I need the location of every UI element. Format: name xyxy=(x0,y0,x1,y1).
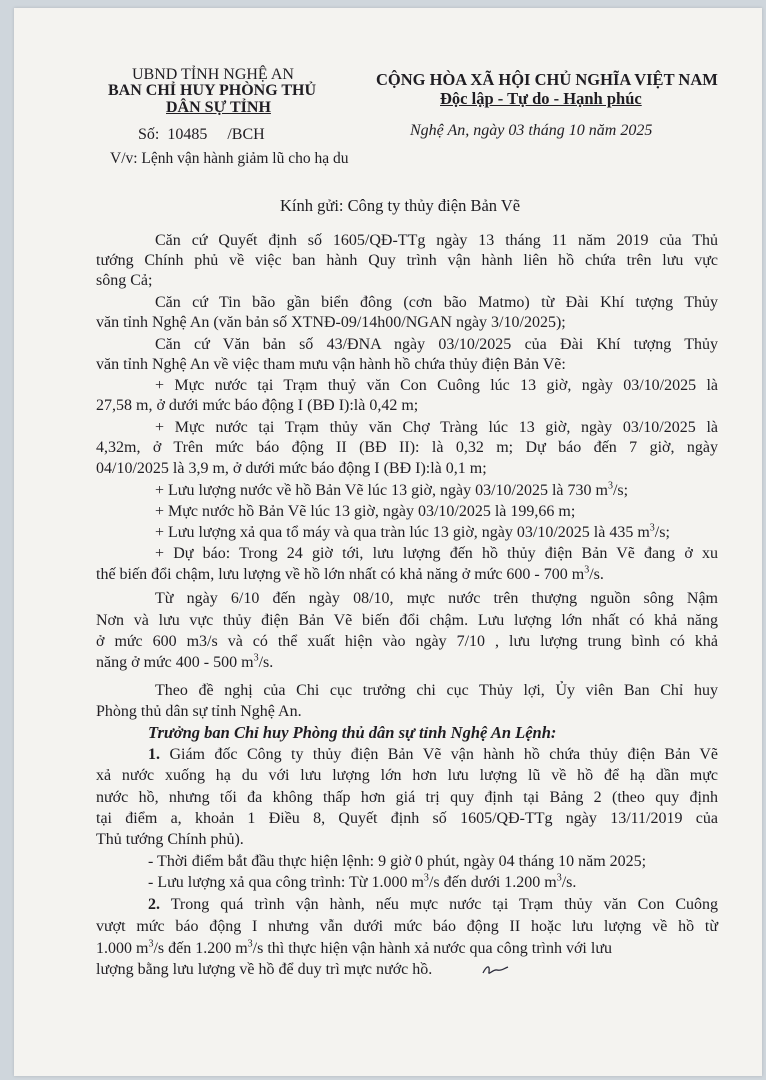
order-2-line-1 xyxy=(148,895,718,915)
org-parent: UBND TỈNH NGHỆ AN xyxy=(132,66,294,83)
para-3-line-1: Căn cứ Văn bản số 43/ĐNA ngày 03/10/2025 của Đài Khí tượng Thủy xyxy=(155,336,718,353)
para-4-unit: /s. xyxy=(258,654,274,671)
bullet-6-unit: /s. xyxy=(589,566,604,583)
superscript-3: 3 xyxy=(649,522,655,534)
superscript-3: 3 xyxy=(584,564,590,576)
order-2-line-4: lượng bằng lưu lượng về hồ để duy trì mực nước hồ. xyxy=(96,961,433,978)
order-1-detail-2 xyxy=(148,873,576,893)
org-name-line-2: DÂN SỰ TỈNH xyxy=(166,99,271,116)
superscript-3: 3 xyxy=(423,872,429,884)
bullet-3 xyxy=(155,481,628,501)
para-4-line-1: Từ ngày 6/10 đến ngày 08/10, mực nước trên thượng nguồn sông Nậm xyxy=(155,590,718,607)
bullet-2-line-3: 04/10/2025 là 3,9 m, ở dưới mức báo động I (BĐ I):là 0,1 m; xyxy=(96,460,487,477)
detail-2-part-a: - Lưu lượng xả qua công trình: Từ 1.000 m xyxy=(148,874,424,891)
bullet-5-text: + Lưu lượng xả qua tổ máy và qua tràn lúc 13 giờ, ngày 03/10/2025 là 435 m xyxy=(155,524,650,541)
superscript-3: 3 xyxy=(247,938,253,950)
para-1-line-3: sông Cả; xyxy=(96,272,153,289)
para-2-line-1: Căn cứ Tin bão gần biển đông (cơn bão Matmo) từ Đài Khí tượng Thủy xyxy=(155,294,718,311)
order-2-number: 2. xyxy=(148,896,160,913)
para-4-line-4 xyxy=(96,653,273,673)
superscript-3: 3 xyxy=(556,872,562,884)
country-name: CỘNG HÒA XÃ HỘI CHỦ NGHĨA VIỆT NAM xyxy=(376,70,718,89)
doc-number-label: Số: xyxy=(138,126,160,143)
superscript-3: 3 xyxy=(607,480,613,492)
superscript-3: 3 xyxy=(148,938,154,950)
para-4-text: năng ở mức 400 - 500 m xyxy=(96,654,254,671)
doc-subject: V/v: Lệnh vận hành giảm lũ cho hạ du xyxy=(110,150,349,167)
order-2-text: Trong quá trình vận hành, nếu mực nước tại Trạm thủy văn Con Cuông xyxy=(170,896,719,913)
para-3-line-2: văn tỉnh Nghệ An về việc tham mưu vận hành hồ chứa thủy điện Bản Vẽ: xyxy=(96,356,566,373)
para-1-line-1: Căn cứ Quyết định số 1605/QĐ-TTg ngày 13 tháng 11 năm 2019 của Thủ xyxy=(155,232,718,249)
para-5-line-2: Phòng thủ dân sự tỉnh Nghệ An. xyxy=(96,703,302,720)
order-1-line-2: xả nước xuống hạ du với lưu lượng lớn hơn lưu lượng lũ về hồ để hạ dần mực xyxy=(96,767,718,784)
order-heading: Trưởng ban Chỉ huy Phòng thủ dân sự tỉnh Nghệ An Lệnh: xyxy=(148,723,557,742)
para-4-line-3: ở mức 600 m3/s và có thể xuất hiện vào ngày 7/10 , lưu lượng trung bình có khả xyxy=(96,633,718,650)
bullet-6-text: thế biến đổi chậm, lưu lượng về hồ lớn nhất có khả năng ở mức 600 - 700 m xyxy=(96,566,585,583)
para-5-line-1: Theo đề nghị của Chi cục trưởng chi cục Thủy lợi, Ủy viên Ban Chỉ huy xyxy=(155,682,718,699)
place-date: Nghệ An, ngày 03 tháng 10 năm 2025 xyxy=(410,122,653,139)
order-1-text: Giám đốc Công ty thủy điện Bản Vẽ vận hành hồ chứa thủy điện Bản Vẽ xyxy=(169,746,719,763)
para-2-line-2: văn tỉnh Nghệ An (văn bản số XTNĐ-09/14h00/NGAN ngày 3/10/2025); xyxy=(96,314,566,331)
bullet-3-unit: /s; xyxy=(612,482,629,499)
para-1-line-2: tướng Chính phủ về việc ban hành Quy trình vận hành liên hồ chứa trên lưu vực xyxy=(96,252,718,269)
bullet-5-unit: /s; xyxy=(654,524,670,541)
order-1-line-1 xyxy=(148,745,718,765)
order-1-line-3: nước hồ, nhưng tối đa không thấp hơn giá trị quy định tại Bảng 2 (theo quy định xyxy=(96,789,718,806)
order-2-line-2: vượt mức báo động I nhưng vẫn dưới mức báo động II hoặc lưu lượng về hồ từ xyxy=(96,918,718,935)
detail-2-part-c: /s. xyxy=(561,874,577,891)
bullet-2-line-2: 4,32m, ở Trên mức báo động II (BĐ II): là 0,32 m; Dự báo đến 7 giờ, ngày xyxy=(96,439,718,456)
order-2-part-c: /s thì thực hiện vận hành xả nước qua công trình với lưu xyxy=(252,940,612,957)
doc-number-value: 10485 xyxy=(167,126,208,143)
superscript-3: 3 xyxy=(253,652,259,664)
bullet-6-line-2 xyxy=(96,565,604,585)
bullet-5 xyxy=(155,523,670,543)
detail-2-part-b: /s đến dưới 1.200 m xyxy=(428,874,557,891)
order-2-line-3 xyxy=(96,939,612,959)
bullet-6-line-1: + Dự báo: Trong 24 giờ tới, lưu lượng đến hồ thủy điện Bản Vẽ đang ở xu xyxy=(155,545,718,562)
bullet-3-text: + Lưu lượng nước về hồ Bản Vẽ lúc 13 giờ, ngày 03/10/2025 là 730 m xyxy=(155,482,608,499)
document-page xyxy=(14,8,762,1076)
org-name-line-1: BAN CHỈ HUY PHÒNG THỦ xyxy=(108,82,317,99)
bullet-2-line-1: + Mực nước tại Trạm thủy văn Chợ Tràng lúc 13 giờ, ngày 03/10/2025 là xyxy=(155,419,718,436)
doc-number-suffix: /BCH xyxy=(227,126,265,143)
bullet-1-line-1: + Mực nước tại Trạm thuỷ văn Con Cuông lúc 13 giờ, ngày 03/10/2025 là xyxy=(155,377,718,394)
recipient: Kính gửi: Công ty thủy điện Bản Vẽ xyxy=(280,196,521,215)
doc-number xyxy=(138,126,265,144)
order-2-part-a: 1.000 m xyxy=(96,940,149,957)
order-2-part-b: /s đến 1.200 m xyxy=(153,940,248,957)
order-1-line-5: Thủ tướng Chính phủ). xyxy=(96,831,244,848)
order-1-line-4: tại điểm a, khoản 1 Điều 8, Quyết định số 1605/QĐ-TTg ngày 13/11/2019 của xyxy=(96,810,718,827)
national-motto: Độc lập - Tự do - Hạnh phúc xyxy=(440,89,642,108)
order-1-number: 1. xyxy=(148,746,160,763)
bullet-4: + Mực nước hồ Bản Vẽ lúc 13 giờ, ngày 03/10/2025 là 199,66 m; xyxy=(155,503,576,520)
order-1-detail-1: - Thời điểm bắt đầu thực hiện lệnh: 9 giờ 0 phút, ngày 04 tháng 10 năm 2025; xyxy=(148,853,647,870)
bullet-1-line-2: 27,58 m, ở dưới mức báo động I (BĐ I):là 0,42 m; xyxy=(96,397,419,414)
para-4-line-2: Nơn và lưu vực thủy điện Bản Vẽ biến đổi chậm. Lưu lượng lớn nhất có khả năng xyxy=(96,612,718,629)
initial-mark-icon xyxy=(481,963,509,977)
